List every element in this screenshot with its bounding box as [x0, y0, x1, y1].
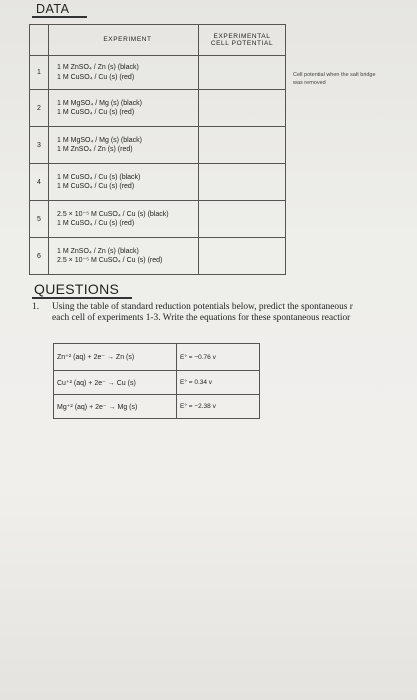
questions-heading: QUESTIONS — [34, 281, 120, 297]
row-experiment — [49, 164, 199, 201]
data-table-row — [30, 90, 286, 127]
standard-potential: E° = −2.38 v — [177, 395, 260, 419]
salt-bridge-note: Cell potential when the salt bridge was removed — [293, 72, 376, 86]
question-text-line: Using the table of standard reduction potentials below, predict the spontaneous r — [52, 302, 353, 312]
experiment-line: 1 M ZnSO₄ / Zn (s) (black) — [57, 64, 139, 71]
experiment-line: 1 M CuSO₄ / Cu (s) (black) — [57, 173, 141, 181]
half-reaction: Mg⁺² (aq) + 2e⁻ → Mg (s) — [54, 395, 177, 419]
header-experiment: EXPERIMENT — [49, 25, 199, 56]
data-table-row — [30, 56, 286, 90]
row-number: 2 — [30, 90, 49, 127]
row-number: 6 — [30, 238, 49, 275]
data-table-row — [30, 127, 286, 164]
header-cell-potential — [199, 25, 286, 56]
experiment-line: 1 M CuSO₄ / Cu (s) (red) — [57, 183, 135, 190]
data-heading-underline — [32, 16, 87, 18]
standard-potential: E° = 0.34 v — [177, 371, 260, 395]
experiment-line: 1 M MgSO₄ / Mg (s) (black) — [57, 99, 142, 107]
row-experiment — [49, 238, 199, 275]
half-reaction: Cu⁺² (aq) + 2e⁻ → Cu (s) — [54, 371, 177, 395]
potential-entry-cell[interactable] — [199, 238, 286, 275]
data-table-row — [30, 164, 286, 201]
experiment-line: 2.5 × 10⁻⁵ M CuSO₄ / Cu (s) (red) — [57, 257, 163, 264]
experiment-line: 2.5 × 10⁻⁵ M CuSO₄ / Cu (s) (black) — [57, 210, 169, 218]
row-number: 4 — [30, 164, 49, 201]
potential-entry-cell[interactable] — [199, 164, 286, 201]
header-number-cell — [30, 25, 49, 56]
data-table-row — [30, 238, 286, 275]
half-reaction: Zn⁺² (aq) + 2e⁻ → Zn (s) — [54, 344, 177, 371]
row-number: 5 — [30, 201, 49, 238]
row-number: 1 — [30, 56, 49, 90]
row-experiment — [49, 127, 199, 164]
question-text-line: each cell of experiments 1-3. Write the equations for these spontaneous reactior — [52, 313, 351, 323]
experiment-line: 1 M ZnSO₄ / Zn (s) (red) — [57, 146, 133, 153]
question-number: 1. — [32, 302, 40, 312]
experiment-line: 1 M MgSO₄ / Mg (s) (black) — [57, 136, 142, 144]
data-table-row — [30, 201, 286, 238]
potential-entry-cell[interactable] — [199, 127, 286, 164]
standard-potential: E° = −0.76 v — [177, 344, 260, 371]
data-table — [29, 24, 286, 275]
experiment-line: 1 M CuSO₄ / Cu (s) (red) — [57, 109, 135, 116]
potential-entry-cell[interactable] — [199, 201, 286, 238]
data-table-header-row — [30, 25, 286, 56]
header-potential-line1: EXPERIMENTAL — [213, 33, 271, 40]
reduction-potentials-table — [53, 343, 260, 419]
potential-entry-cell[interactable] — [199, 90, 286, 127]
questions-heading-underline — [32, 297, 132, 299]
experiment-line: 1 M CuSO₄ / Cu (s) (red) — [57, 73, 135, 81]
row-experiment — [49, 56, 199, 90]
row-number: 3 — [30, 127, 49, 164]
row-experiment — [49, 90, 199, 127]
row-experiment — [49, 201, 199, 238]
potential-row — [54, 371, 260, 395]
header-potential-line2: CELL POTENTIAL — [210, 40, 274, 47]
experiment-line: 1 M CuSO₄ / Cu (s) (red) — [57, 220, 135, 227]
potential-row — [54, 344, 260, 371]
potential-row — [54, 395, 260, 419]
data-heading: DATA — [36, 2, 70, 16]
potential-entry-cell[interactable] — [199, 56, 286, 90]
experiment-line: 1 M ZnSO₄ / Zn (s) (black) — [57, 247, 139, 255]
